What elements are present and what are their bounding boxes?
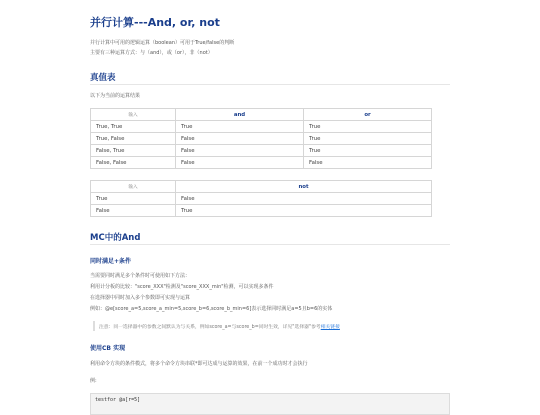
header-or: or (304, 109, 432, 121)
subheading-conditions: 同时满足+条件 (90, 258, 132, 265)
table-cell: True (304, 121, 432, 133)
header-not: not (176, 181, 432, 193)
table-cell: True (176, 121, 304, 133)
table-cell: True, True (91, 121, 176, 133)
section-heading-mc-and: MC中的And (90, 233, 141, 243)
table-cell: False (176, 145, 304, 157)
subheading-cb: 使用CB 实现 (90, 345, 126, 352)
table-cell: True, False (91, 133, 176, 145)
cb-description: 利用命令方块的条件模式，将多个命令方块串联*即可达成与运算的效果，在前一个成功时才会执行 (90, 361, 308, 367)
table-cell: True (176, 205, 432, 217)
table-header-row (91, 181, 432, 193)
truth-table-note: 以下为当前的运算结果 (90, 93, 141, 99)
header-and: and (176, 109, 304, 121)
example-label: 例: (90, 378, 97, 384)
table-cell: False, False (91, 157, 176, 169)
table-row (91, 121, 432, 133)
not-table (90, 180, 432, 217)
section-heading-truth-table: 真值表 (90, 73, 116, 83)
section-divider (90, 244, 450, 245)
blockquote-note (90, 320, 450, 332)
table-cell: False (91, 205, 176, 217)
and-or-table (90, 108, 432, 169)
mc-line-3: 在选择器中同时加入多个参数即可实现与运算 (90, 295, 191, 301)
table-row (91, 193, 432, 205)
table-row (91, 157, 432, 169)
mc-line-4: 例如：@e[score_a=5,score_a_min=5,score_b=6,score_b_min=6]表示选择同时满足a=5且b=6的实体 (90, 306, 333, 312)
quote-bar (93, 321, 95, 331)
table-cell: False (304, 157, 432, 169)
table-cell: False (176, 157, 304, 169)
table-header-row (91, 109, 432, 121)
mc-line-2: 利用计分板的比较："score_XXX"检测及"score_XXX_min"检测，可以实现多条件 (90, 284, 274, 290)
table-cell: False, True (91, 145, 176, 157)
header-input: 输入 (91, 181, 176, 193)
quote-text-body: 注意：同一选择器中的参数之间默认为与关系，例如score_a=与score_b=同时生效，详见"选择器"参考 (99, 325, 321, 330)
page-title: 并行计算---And, or, not (90, 16, 220, 29)
quote-link[interactable]: 相关链接 (320, 325, 340, 330)
code-block (90, 393, 450, 415)
table-row (91, 145, 432, 157)
table-row (91, 205, 432, 217)
table-cell: False (176, 133, 304, 145)
mc-line-1: 当需要同时满足多个条件时可使用如下方法： (90, 273, 191, 279)
section-divider (90, 84, 450, 85)
table-row (91, 133, 432, 145)
header-input: 输入 (91, 109, 176, 121)
quote-text (99, 323, 340, 330)
intro-line-1: 并行计算中可用的逻辑运算（boolean）可用于True/false的判断 (90, 40, 235, 46)
table-cell: True (91, 193, 176, 205)
intro-line-2: 主要有三种运算方式：与（and），或（or），非（not） (90, 50, 213, 56)
table-cell: True (304, 133, 432, 145)
table-cell: False (176, 193, 432, 205)
table-cell: True (304, 145, 432, 157)
code-text: testfor @a[r=5] (95, 397, 141, 403)
